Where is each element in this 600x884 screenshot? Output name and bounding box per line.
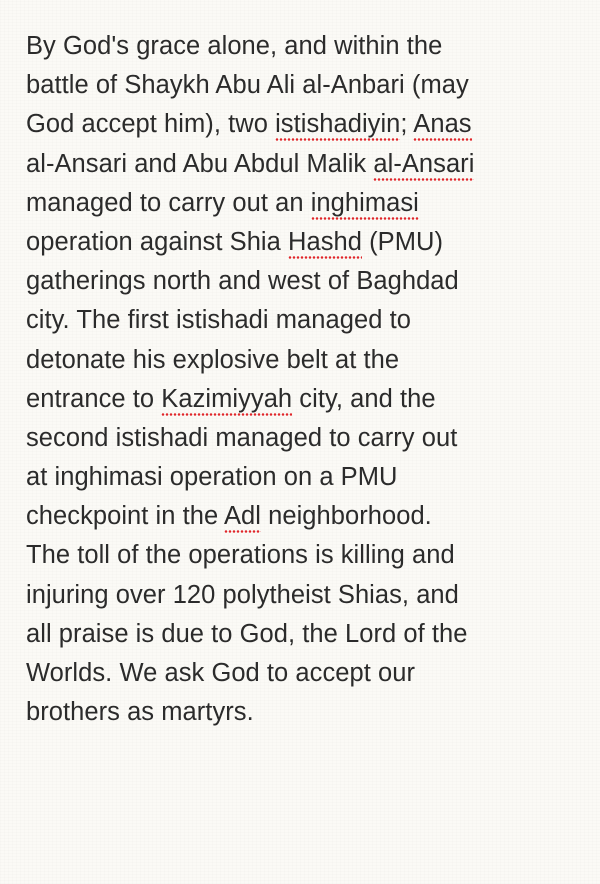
- text-segment: at inghimasi operation on a PMU: [26, 463, 398, 492]
- text-line: [26, 693, 586, 732]
- text-line: [26, 419, 586, 458]
- text-segment: battle of Shaykh Abu Ali al-Anbari (may: [26, 71, 469, 100]
- text-line: [26, 536, 586, 575]
- text-segment: God accept him), two: [26, 110, 276, 139]
- text-segment: gatherings north and west of Baghdad: [26, 267, 459, 296]
- note-body-text[interactable]: [26, 27, 586, 732]
- misspelled-word: Kazimiyyah: [161, 385, 292, 416]
- text-line: [26, 301, 586, 340]
- text-line: [26, 223, 586, 262]
- text-line: [26, 497, 586, 536]
- text-line: [26, 615, 586, 654]
- text-segment: Worlds. We ask God to accept our: [26, 659, 415, 687]
- text-line: [26, 184, 586, 223]
- text-segment: checkpoint in the: [26, 502, 224, 531]
- text-line: [26, 576, 586, 615]
- text-segment: operation against Shia: [26, 227, 289, 256]
- text-segment: ;: [400, 110, 414, 139]
- text-line: [26, 380, 586, 419]
- text-segment: The toll of the operations is killing and: [26, 541, 455, 570]
- text-line: [26, 66, 586, 105]
- text-segment: al-Ansari and Abu Abdul Malik: [26, 149, 374, 178]
- text-line: [26, 458, 586, 497]
- text-segment: all praise is due to God, the Lord of the: [26, 619, 468, 648]
- text-line: [26, 105, 586, 144]
- misspelled-word: Anas: [413, 110, 471, 141]
- text-segment: city, and the: [292, 384, 436, 413]
- text-segment: second istishadi managed to carry out: [26, 423, 458, 452]
- misspelled-word: istishadiyin: [275, 110, 400, 141]
- text-segment: By God's grace alone, and within the: [26, 32, 443, 60]
- text-line: [26, 654, 586, 693]
- text-segment: injuring over 120 polytheist Shias, and: [26, 580, 459, 609]
- text-segment: brothers as martyrs.: [26, 698, 254, 727]
- misspelled-word: inghimasi: [311, 189, 419, 220]
- text-segment: neighborhood.: [260, 502, 432, 531]
- text-line: [26, 262, 586, 301]
- text-line: [26, 27, 586, 66]
- text-segment: managed to carry out an: [26, 188, 311, 217]
- text-segment: city. The first istishadi managed to: [26, 306, 411, 335]
- misspelled-word: Hashd: [288, 228, 362, 259]
- text-segment: entrance to: [26, 384, 162, 413]
- text-segment: (PMU): [361, 227, 444, 256]
- text-line: [26, 341, 586, 380]
- text-segment: detonate his explosive belt at the: [26, 345, 400, 374]
- text-line: [26, 145, 586, 184]
- misspelled-word: al-Ansari: [373, 150, 474, 181]
- misspelled-word: Adl: [224, 502, 261, 533]
